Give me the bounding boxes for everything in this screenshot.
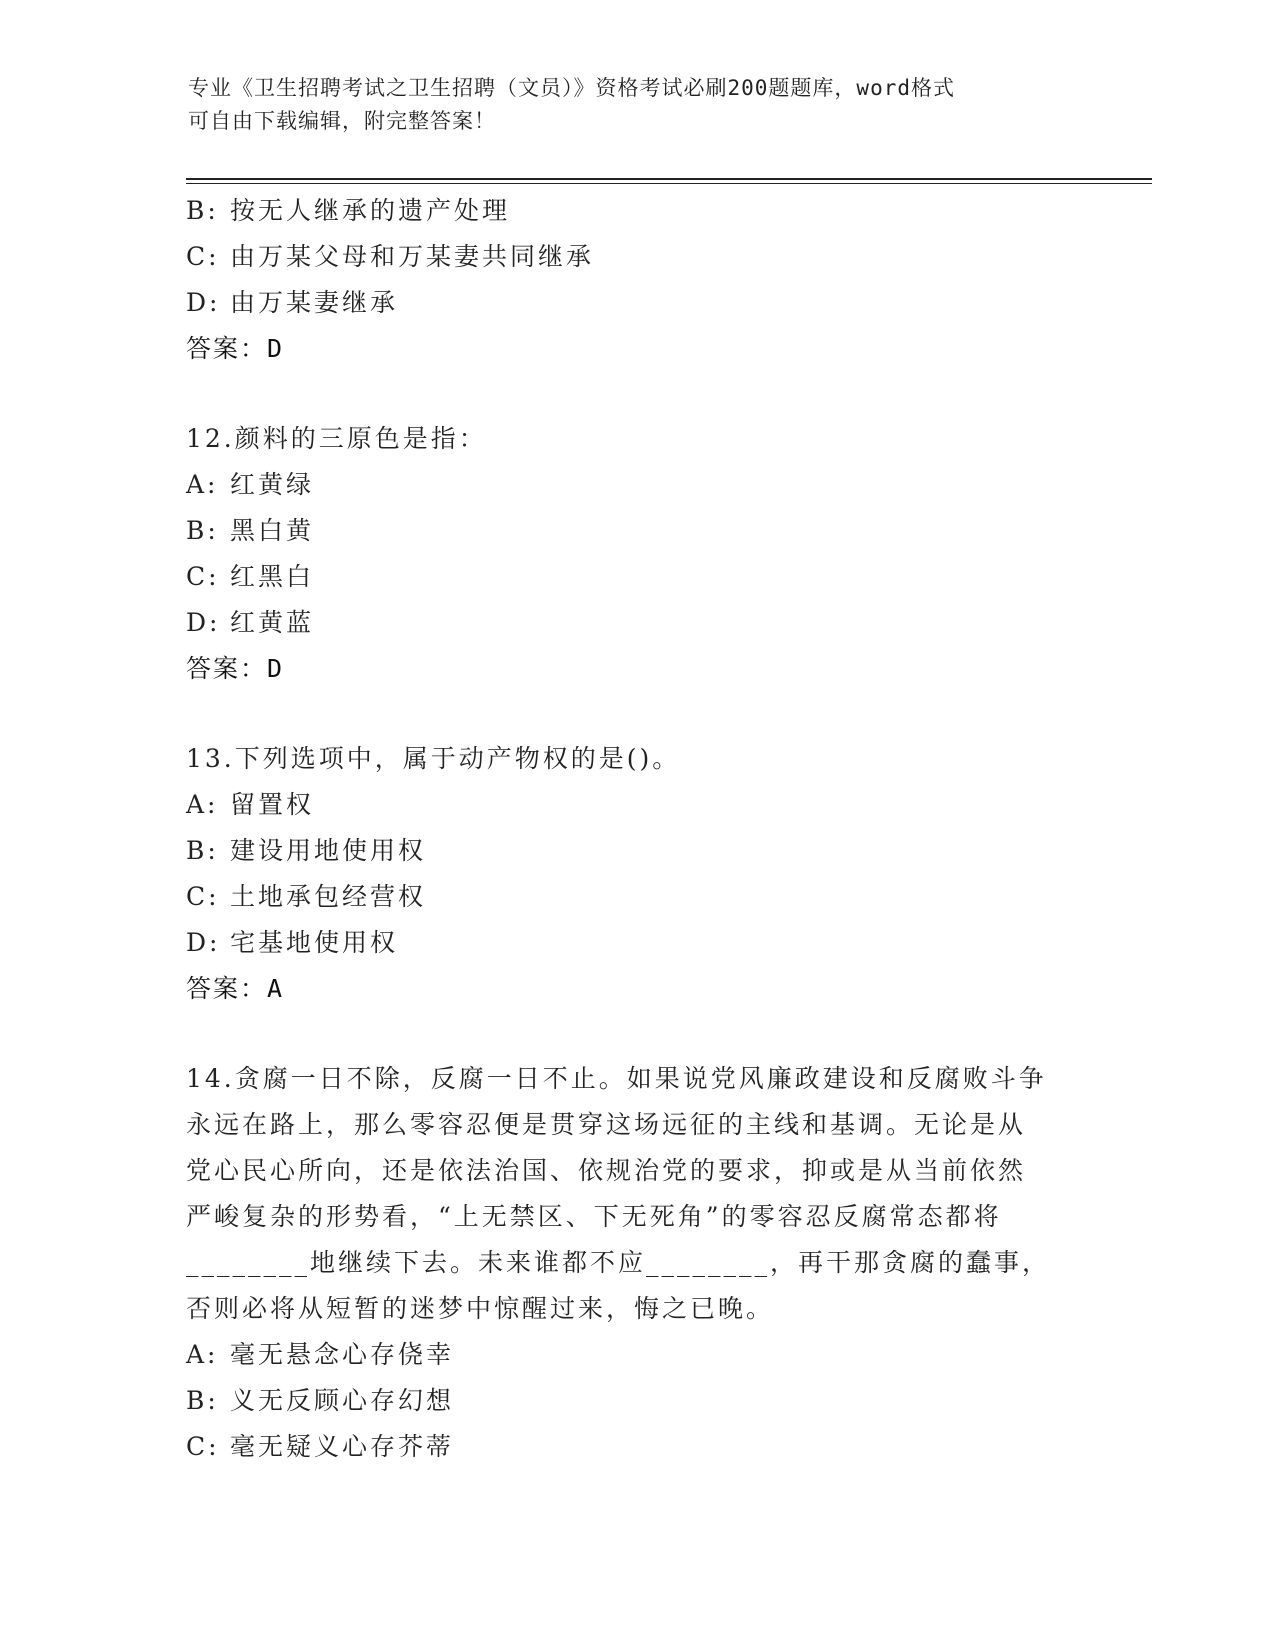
question-list <box>186 188 1086 1470</box>
option-b: B: 黑白黄 <box>186 516 315 545</box>
option-a: A: 留置权 <box>186 790 315 819</box>
question-14 <box>186 1056 1086 1470</box>
option-c: C: 毫无疑义心存芥蒂 <box>186 1432 455 1461</box>
question-stem: 12.颜料的三原色是指： <box>186 424 487 453</box>
option-b: B: 义无反顾心存幻想 <box>186 1386 455 1415</box>
spacer <box>186 692 1086 736</box>
stem-line: 严峻复杂的形势看，“上无禁区、下无死角”的零容忍反腐常态都将 <box>186 1202 1002 1231</box>
stem-line: 永远在路上，那么零容忍便是贯穿这场远征的主线和基调。无论是从 <box>186 1110 1027 1139</box>
header-divider-thick <box>186 178 1152 180</box>
option-d: D: 红黄蓝 <box>186 608 315 637</box>
option-a: A: 毫无悬念心存侥幸 <box>186 1340 455 1369</box>
option-d: D: 宅基地使用权 <box>186 928 399 957</box>
header-title-line-2: 可自由下载编辑，附完整答案！ <box>188 109 496 133</box>
header-divider-thin <box>186 183 1152 184</box>
header-title-line-1: 专业《卫生招聘考试之卫生招聘（文员）》资格考试必刷200题题库，word格式 <box>188 76 955 100</box>
question-13 <box>186 736 1086 1012</box>
option-b: B: 按无人继承的遗产处理 <box>186 196 511 225</box>
option-c: C: 土地承包经营权 <box>186 882 427 911</box>
answer-line: 答案：D <box>186 334 285 363</box>
answer-line: 答案：A <box>186 974 285 1003</box>
question-12 <box>186 416 1086 692</box>
question-stem <box>186 1056 1066 1332</box>
option-c: C: 由万某父母和万某妻共同继承 <box>186 242 595 271</box>
option-c: C: 红黑白 <box>186 562 315 591</box>
option-b: B: 建设用地使用权 <box>186 836 427 865</box>
document-header <box>188 72 1088 138</box>
question-11-options <box>186 188 1086 372</box>
question-stem: 13.下列选项中，属于动产物权的是()。 <box>186 744 681 773</box>
stem-line: 14.贪腐一日不除，反腐一日不止。如果说党风廉政建设和反腐败斗争 <box>186 1064 1047 1093</box>
stem-line: 否则必将从短暂的迷梦中惊醒过来，悔之已晚。 <box>186 1294 775 1323</box>
answer-line: 答案：D <box>186 654 285 683</box>
stem-line: ________地继续下去。未来谁都不应________，再干那贪腐的蠢事， <box>186 1248 1051 1277</box>
option-a: A: 红黄绿 <box>186 470 315 499</box>
stem-line: 党心民心所向，还是依法治国、依规治党的要求，抑或是从当前依然 <box>186 1156 1027 1185</box>
option-d: D: 由万某妻继承 <box>186 288 399 317</box>
spacer <box>186 1012 1086 1056</box>
spacer <box>186 372 1086 416</box>
